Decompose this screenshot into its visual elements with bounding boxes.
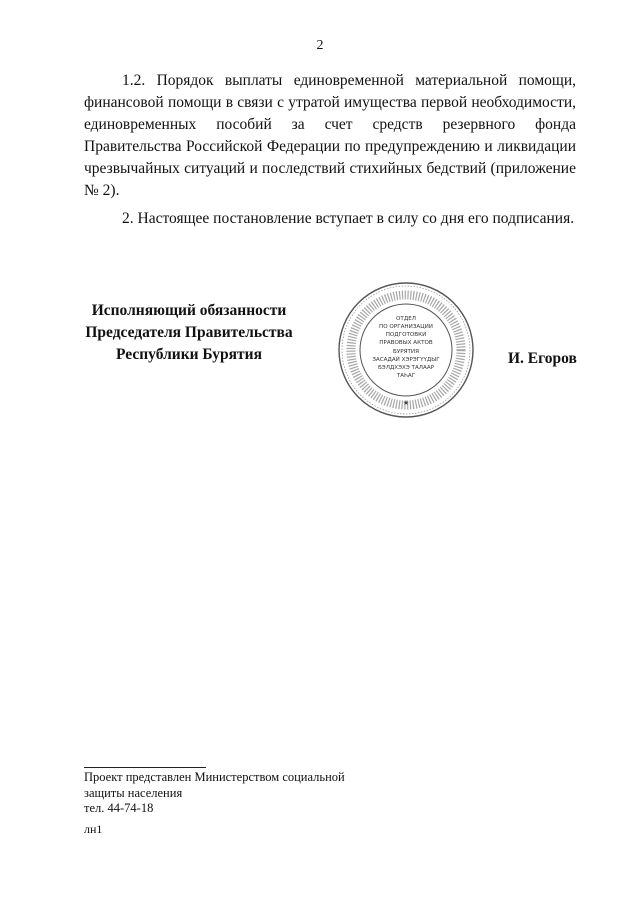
seal-line: ПРАВОВЫХ АКТОВ (379, 340, 433, 346)
footer-line: защиты населения (84, 785, 183, 800)
footer-code: лн1 (84, 822, 103, 836)
seal-line: ТАҺАГ (396, 373, 416, 379)
footer-note (84, 770, 345, 817)
seal-line: ПОДГОТОВКИ (385, 332, 427, 338)
seal-line: БЭЛДХЭХЭ ТАЛААР (377, 365, 435, 371)
footer-line: Проект представлен Министерством социальной (84, 770, 345, 784)
svg-text:★: ★ (402, 399, 410, 407)
footer-line: тел. 44-74-18 (84, 801, 154, 815)
seal-line: ЗАСАДАЙ ХЭРЭГҮҮДЫГ (372, 357, 440, 363)
official-seal-stamp (336, 280, 476, 420)
page-number: 2 (316, 38, 324, 53)
footer-divider (84, 767, 206, 768)
seal-line: ОТДЕЛ (396, 316, 416, 322)
paragraph-1-2: 1.2. Порядок выплаты единовременной материальной помощи, финансовой помощи в связи с утратой имущества первой необходимости, единовременных пособий за счет средств резервного фонда Правительства Российской Федерации по предупреждению и ликвидации чрезвычайных ситуаций и последствий стихийных бедствий (приложение № 2). (84, 72, 576, 199)
seal-line: БУРЯТИЯ (393, 349, 419, 355)
signatory-position-line: Председателя Правительства (85, 324, 293, 341)
paragraph-2: 2. Настоящее постановление вступает в силу со дня его подписания. (122, 210, 575, 227)
signatory-position-line: Исполняющий обязанности (91, 302, 287, 319)
seal-line: ПО ОРГАНИЗАЦИИ (379, 324, 433, 330)
signatory-position (84, 300, 294, 366)
signatory-name: И. Егоров (508, 350, 577, 367)
signatory-position-line: Республики Бурятия (116, 346, 262, 363)
